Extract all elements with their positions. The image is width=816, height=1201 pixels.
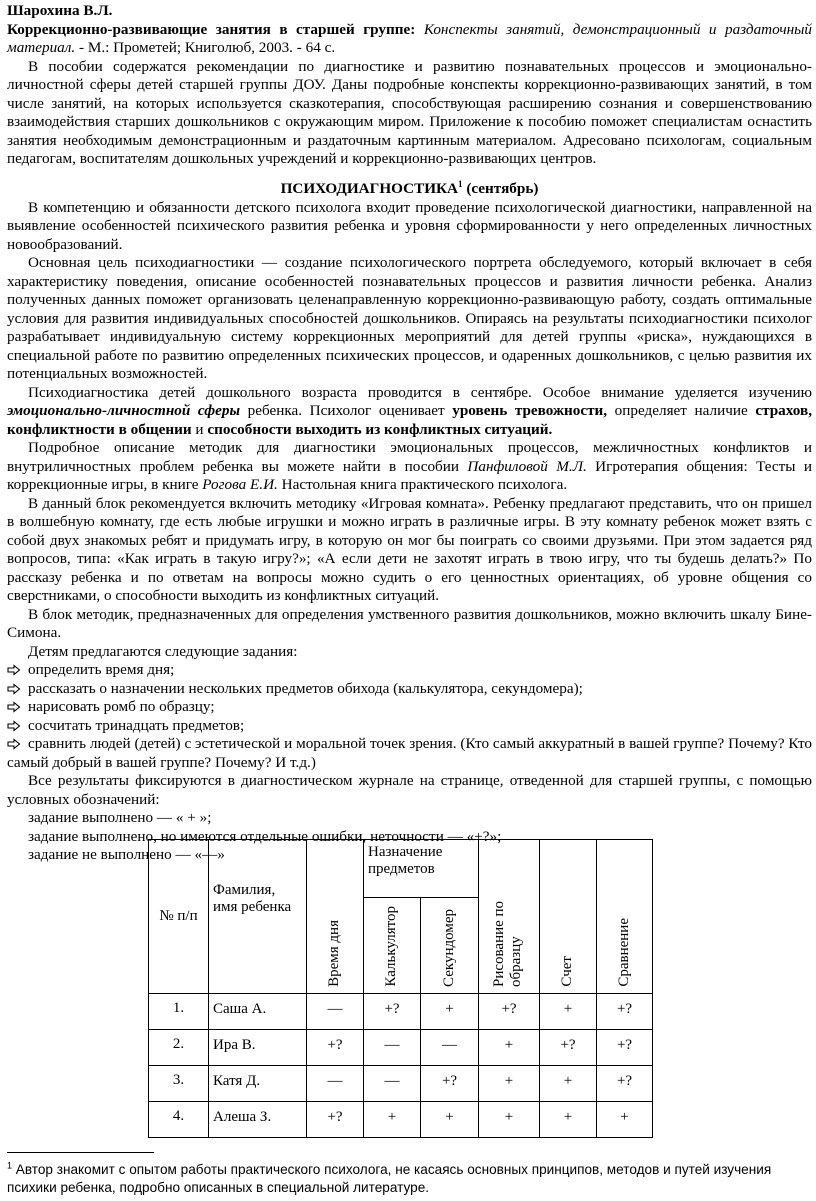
- emphasis-emotional-sphere: [7, 402, 240, 419]
- emphasis-anxiety: уровень тревожности,: [452, 402, 608, 419]
- table-row: [149, 1102, 653, 1138]
- list-item: [7, 680, 812, 699]
- table-row: [149, 1066, 653, 1102]
- footnote-divider: [7, 1152, 154, 1153]
- header-stopwatch: [421, 898, 479, 994]
- arrow-right-icon: [7, 680, 28, 699]
- header-count-text: Счет: [559, 956, 575, 987]
- footnote-text: Автор знакомит с опытом работы практического психолога, не касаясь основных принципов, методов и путей изучения психики ребенка, подробно описанных в специальной литературе.: [7, 1162, 772, 1195]
- footnote-marker: 1: [7, 1160, 13, 1171]
- cell-time: —: [307, 1066, 364, 1102]
- paragraph-binet-simon: В блок методик, предназначенных для определения умственного развития дошкольников, можно включить шкалу Бине-Симона.: [7, 605, 812, 641]
- header-stopwatch-text: Секундомер: [440, 909, 457, 987]
- header-name: Фамилия, имя ребенка: [209, 840, 307, 994]
- author-reference: Панфиловой М.Л.: [467, 457, 587, 475]
- cell-compare: +?: [597, 1066, 653, 1102]
- diagnostic-table: [148, 839, 653, 1138]
- list-item-text: определить время дня;: [28, 661, 175, 678]
- legend-partial: задание выполнено, но имеются отдельные ошибки, неточности — «+?»;: [28, 827, 502, 845]
- footnote-ref[interactable]: 1: [458, 178, 463, 189]
- arrow-right-icon: [7, 661, 28, 680]
- cell-compare: +: [597, 1102, 653, 1138]
- header-calc: [364, 898, 421, 994]
- paragraph-emotional-sphere: [7, 384, 812, 440]
- header-num: № п/п: [149, 840, 209, 994]
- emphasis-fears: страхов, конфликтности в общении: [7, 402, 812, 438]
- book-publisher: - М.: Прометей; Книголюб, 2003. - 64 с.: [75, 39, 336, 56]
- cell-drawing: +: [479, 1102, 540, 1138]
- cell-calc: —: [364, 1030, 421, 1066]
- table-row: [149, 994, 653, 1030]
- list-item-text: сравнить людей (детей) с эстетической и моральной точек зрения. (Кто самый аккуратный в вашей группе? Почему? Кто самый добрый в вашей группе? Почему? И т.д.): [7, 735, 812, 771]
- row-name: Катя Д.: [209, 1066, 307, 1102]
- section-heading-text: ПСИХОДИАГНОСТИКА: [280, 180, 459, 197]
- book-citation: [7, 21, 812, 58]
- cell-time: —: [307, 994, 364, 1030]
- header-compare: [597, 840, 653, 994]
- text-run: определяет наличие: [607, 402, 756, 419]
- text-run: ребенка. Психолог оценивает: [240, 402, 453, 419]
- header-compare-text: Сравнение: [615, 918, 632, 987]
- cell-time: +?: [307, 1030, 364, 1066]
- cell-drawing: +?: [479, 994, 540, 1030]
- legend-done: задание выполнено — « + »;: [28, 809, 212, 826]
- header-time: [307, 840, 364, 994]
- legend-failed: задание не выполнено — «—»: [28, 846, 225, 863]
- row-num: 4.: [149, 1102, 209, 1138]
- task-list: [7, 661, 812, 772]
- cell-time: +?: [307, 1102, 364, 1138]
- cell-stopwatch: +: [421, 1102, 479, 1138]
- cell-compare: +?: [597, 1030, 653, 1066]
- list-item-text: рассказать о назначении нескольких предметов обихода (калькулятора, секундомера);: [28, 679, 583, 697]
- cell-compare: +?: [597, 994, 653, 1030]
- cell-count: +: [540, 994, 597, 1030]
- header-drawing-text: Рисование по образцу: [491, 900, 524, 987]
- cell-calc: —: [364, 1066, 421, 1102]
- cell-drawing: +: [479, 1066, 540, 1102]
- paragraph-tasks-intro: Детям предлагаются следующие задания:: [28, 642, 298, 660]
- arrow-right-icon: [7, 698, 28, 717]
- cell-stopwatch: +?: [421, 1066, 479, 1102]
- list-item-text: нарисовать ромб по образцу;: [28, 698, 215, 715]
- paragraph-goal: Основная цель психодиагностики — создание психологического портрета обследуемого, который включает в себя характеристику поведения, описание особенностей познавательных процессов и развития личности ребенка. Анализ полученных данных поможет организовать целенаправленную коррекционно-развивающую работу, создать оптимальные условия для развития индивидуальных способностей дошкольников. Опираясь на результаты психодиагностики психолог разрабатывает индивидуальную систему коррекционных мероприятий для детей группы «риска», нуждающихся в специальной работе по развитию определенных психических процессов, и одаренных дошкольников, с целью развития их потенциальных возможностей.: [7, 254, 812, 382]
- row-name: Алеша З.: [209, 1102, 307, 1138]
- cell-count: +: [540, 1102, 597, 1138]
- list-item-text: сосчитать тринадцать предметов;: [28, 716, 245, 734]
- list-item: [7, 661, 812, 680]
- header-calc-text: Калькулятор: [383, 906, 399, 987]
- book-title: Коррекционно-развивающие занятия в старшей группе:: [7, 20, 416, 38]
- paragraph-competence: В компетенцию и обязанности детского психолога входит проведение психологической диагностики, направленной на выявление особенностей психического развития ребенка и уровня сформированности у него определенных личностных новообразований.: [7, 198, 812, 253]
- list-item: [7, 717, 812, 736]
- author-reference: Рогова Е.И.: [202, 476, 278, 493]
- header-time-text: Время дня: [326, 920, 342, 987]
- header-drawing: [479, 840, 540, 994]
- section-heading-suffix: (сентябрь): [462, 180, 539, 197]
- row-num: 1.: [149, 994, 209, 1030]
- table-row: [149, 1030, 653, 1066]
- book-header: [7, 2, 812, 169]
- paragraph-references: [7, 439, 812, 495]
- row-name: Саша А.: [209, 994, 307, 1030]
- section-body: [7, 180, 812, 865]
- cell-count: +?: [540, 1030, 597, 1066]
- row-num: 3.: [149, 1066, 209, 1102]
- paragraph-results: Все результаты фиксируются в диагностическом журнале на странице, отведенной для старшей группы, с помощью условных обозначений:: [7, 772, 812, 808]
- text-run: Подробное описание методик для диагностики эмоциональных процессов, межличностных конфликтов и внутриличностных проблем ребенка вы можете найти в пособии: [7, 439, 812, 475]
- section-heading: [7, 180, 812, 199]
- cell-stopwatch: +: [421, 994, 479, 1030]
- arrow-right-icon: [7, 717, 28, 736]
- book-subtitle: Конспекты занятий, демонстрационный и раздаточный материал.: [7, 20, 812, 56]
- row-name: Ира В.: [209, 1030, 307, 1066]
- cell-calc: +?: [364, 994, 421, 1030]
- text-run: Игротерапия общения: Тесты и коррекционные игры, в книге: [7, 457, 812, 493]
- emphasis-text: эмоционально-личностной сферы: [7, 402, 241, 419]
- cell-stopwatch: —: [421, 1030, 479, 1066]
- list-item: [7, 698, 812, 717]
- text-run: Настольная книга практического психолога.: [277, 476, 568, 493]
- header-count: [540, 840, 597, 994]
- text-run: и: [191, 420, 208, 438]
- author-name: Шарохина В.Л.: [7, 2, 113, 19]
- header-purpose: Назначение предметов: [364, 840, 479, 898]
- paragraph-game-room: В данный блок рекомендуется включить методику «Игровая комната». Ребенку предлагают представить, что он пришел в волшебную комнату, где есть любые игрушки и можно играть в различные игры. В эту комнату ребенок может взять с собой двух знакомых ребят и придумать игру, в которую он мог бы поиграть со своими друзьями. При этом задается ряд вопросов, типа: «Как играть в такую игру?»; «А если дети не захотят играть в твою игру, что ты будешь делать?» По рассказу ребенка и по ответам на вопросы можно судить о его ценностных ориентациях, об уровне общения со сверстниками, о способности выходить из конфликтных ситуаций.: [7, 494, 812, 604]
- list-item: [7, 735, 812, 772]
- text-run: Психодиагностика детей дошкольного возраста проводится в сентябре. Особое внимание уделяется изучению: [28, 383, 812, 401]
- cell-calc: +: [364, 1102, 421, 1138]
- book-annotation: В пособии содержатся рекомендации по диагностике и развитию познавательных процессов и эмоционально-личностной сферы детей старшей группы ДОУ. Даны подробные конспекты коррекционно-развивающих занятий, в том числе занятий, на которых используется сказкотерапия, способствующая расширению сознания и совершенствованию взаимодействия старших дошкольников с окружающим миром. Приложение к пособию поможет специалистам оснастить занятия необходимым демонстрационным и раздаточным картинным материалом. Адресовано психологам, социальным педагогам, воспитателям дошкольных учреждений и коррекционно-развивающих центров.: [7, 57, 812, 167]
- row-num: 2.: [149, 1030, 209, 1066]
- arrow-right-icon: [7, 735, 28, 754]
- emphasis-conflicts: способности выходить из конфликтных ситуаций.: [207, 420, 553, 438]
- cell-drawing: +: [479, 1030, 540, 1066]
- footnote: [7, 1161, 812, 1197]
- cell-count: +: [540, 1066, 597, 1102]
